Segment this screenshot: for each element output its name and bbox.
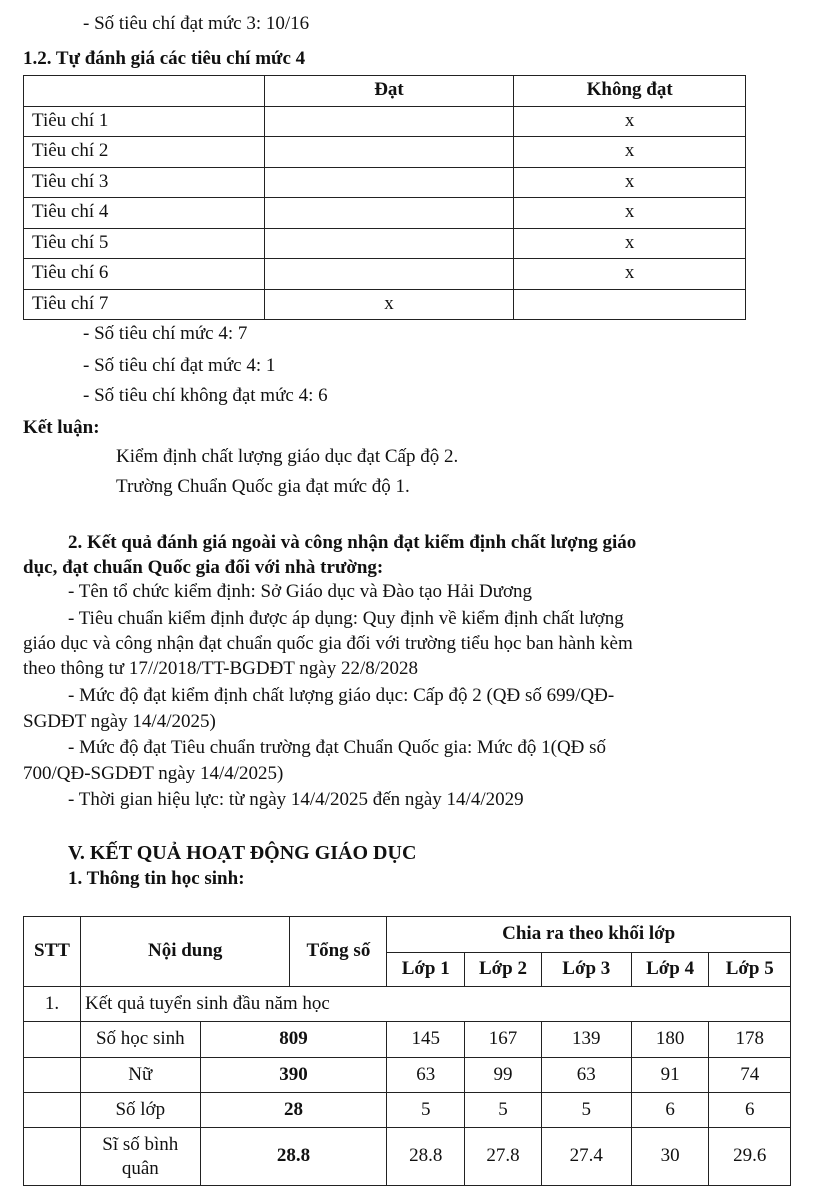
table-row — [24, 259, 746, 290]
criterion-dat — [264, 259, 514, 290]
criterion-dat — [264, 167, 514, 198]
criterion-name: Tiêu chí 5 — [24, 228, 265, 259]
table-row — [24, 1128, 791, 1186]
criterion-khong-dat: x — [514, 259, 746, 290]
criterion-khong-dat — [514, 289, 746, 320]
row-stt — [24, 1058, 81, 1093]
row-lop-3: 63 — [541, 1058, 631, 1093]
table-row — [24, 1093, 791, 1128]
table-row — [24, 106, 746, 137]
muc-do-kiem-dinh-line-1: - Mức độ đạt kiểm định chất lượng giáo dục: Cấp độ 2 (QĐ số 699/QĐ- — [68, 685, 615, 706]
row-total: 390 — [200, 1058, 387, 1093]
criterion-dat — [264, 228, 514, 259]
to-chuc-kiem-dinh: - Tên tổ chức kiểm định: Sở Giáo dục và Đào tạo Hải Dương — [68, 581, 533, 602]
header-lop-4: Lớp 4 — [631, 953, 709, 987]
section-2-title-line-1: 2. Kết quả đánh giá ngoài và công nhận đạt kiểm định chất lượng giáo — [68, 532, 637, 553]
criterion-name: Tiêu chí 7 — [24, 289, 265, 320]
row-lop-4: 30 — [631, 1128, 709, 1186]
row-lop-2: 167 — [465, 1022, 542, 1058]
tieu-chuan-line-1: - Tiêu chuẩn kiểm định được áp dụng: Quy định về kiểm định chất lượng — [68, 608, 624, 629]
table-row — [24, 198, 746, 229]
table-row — [24, 289, 746, 320]
header-tong-so: Tổng số — [290, 917, 387, 987]
row-label: Số lớp — [81, 1093, 201, 1128]
table-row — [24, 228, 746, 259]
header-chia-ra: Chia ra theo khối lớp — [387, 917, 791, 953]
criterion-name: Tiêu chí 4 — [24, 198, 265, 229]
criterion-khong-dat: x — [514, 228, 746, 259]
row-stt — [24, 1128, 81, 1186]
row-lop-3: 139 — [541, 1022, 631, 1058]
group-title: Kết quả tuyển sinh đầu năm học — [81, 987, 791, 1022]
row-lop-4: 91 — [631, 1058, 709, 1093]
table-header-row — [24, 76, 746, 107]
row-lop-1: 145 — [387, 1022, 465, 1058]
criterion-name: Tiêu chí 2 — [24, 137, 265, 168]
criteria-level4-table — [23, 75, 746, 320]
row-total: 809 — [200, 1022, 387, 1058]
table-row — [24, 987, 791, 1022]
row-lop-5: 29.6 — [709, 1128, 791, 1186]
row-lop-3: 27.4 — [541, 1128, 631, 1186]
group-stt: 1. — [24, 987, 81, 1022]
section-v1-title: 1. Thông tin học sinh: — [68, 868, 245, 889]
criterion-khong-dat: x — [514, 198, 746, 229]
table-header-row — [24, 917, 791, 953]
criterion-name: Tiêu chí 1 — [24, 106, 265, 137]
ket-luan-title: Kết luận: — [23, 417, 100, 438]
row-lop-4: 180 — [631, 1022, 709, 1058]
row-lop-1: 28.8 — [387, 1128, 465, 1186]
header-lop-5: Lớp 5 — [709, 953, 791, 987]
row-label: Sĩ số bình quân — [81, 1128, 201, 1186]
criterion-dat — [264, 106, 514, 137]
section-2-title-line-2: dục, đạt chuẩn Quốc gia đối với nhà trường: — [23, 557, 384, 578]
row-label: Số học sinh — [81, 1022, 201, 1058]
row-lop-3: 5 — [541, 1093, 631, 1128]
row-lop-2: 99 — [465, 1058, 542, 1093]
top-line: - Số tiêu chí đạt mức 3: 10/16 — [83, 13, 310, 34]
ket-luan-line-2: Trường Chuẩn Quốc gia đạt mức độ 1. — [116, 476, 410, 497]
table-row — [24, 137, 746, 168]
header-lop-2: Lớp 2 — [465, 953, 542, 987]
row-lop-5: 74 — [709, 1058, 791, 1093]
row-lop-4: 6 — [631, 1093, 709, 1128]
header-lop-3: Lớp 3 — [541, 953, 631, 987]
row-total: 28.8 — [200, 1128, 387, 1186]
criterion-dat — [264, 137, 514, 168]
student-info-table — [23, 916, 791, 1186]
header-stt: STT — [24, 917, 81, 987]
criterion-name: Tiêu chí 6 — [24, 259, 265, 290]
criterion-dat: x — [264, 289, 514, 320]
table-row — [24, 167, 746, 198]
muc-do-chuan-quoc-gia-line-1: - Mức độ đạt Tiêu chuẩn trường đạt Chuẩn Quốc gia: Mức độ 1(QĐ số — [68, 737, 607, 758]
tieu-chuan-line-3: theo thông tư 17//2018/TT-BGDĐT ngày 22/8/2028 — [23, 658, 419, 679]
criterion-khong-dat: x — [514, 167, 746, 198]
criterion-dat — [264, 198, 514, 229]
row-lop-5: 178 — [709, 1022, 791, 1058]
section-1-2-title: 1.2. Tự đánh giá các tiêu chí mức 4 — [23, 48, 306, 69]
ket-luan-line-1: Kiểm định chất lượng giáo dục đạt Cấp độ 2. — [116, 446, 459, 467]
criterion-khong-dat: x — [514, 106, 746, 137]
criterion-name: Tiêu chí 3 — [24, 167, 265, 198]
row-lop-1: 5 — [387, 1093, 465, 1128]
row-lop-5: 6 — [709, 1093, 791, 1128]
criterion-khong-dat: x — [514, 137, 746, 168]
row-stt — [24, 1022, 81, 1058]
table-row — [24, 1058, 791, 1093]
muc-do-kiem-dinh-line-2: SGDĐT ngày 14/4/2025) — [23, 711, 216, 732]
muc4-so-tieu-chi: - Số tiêu chí mức 4: 7 — [83, 323, 248, 344]
header-empty — [24, 76, 265, 107]
muc4-so-khong-dat: - Số tiêu chí không đạt mức 4: 6 — [83, 385, 328, 406]
muc4-so-dat: - Số tiêu chí đạt mức 4: 1 — [83, 355, 276, 376]
header-dat: Đạt — [264, 76, 514, 107]
table-row — [24, 1022, 791, 1058]
row-stt — [24, 1093, 81, 1128]
row-total: 28 — [200, 1093, 387, 1128]
header-noi-dung: Nội dung — [81, 917, 290, 987]
row-label: Nữ — [81, 1058, 201, 1093]
tieu-chuan-line-2: giáo dục và công nhận đạt chuẩn quốc gia đối với trường tiểu học ban hành kèm — [23, 633, 633, 654]
row-lop-1: 63 — [387, 1058, 465, 1093]
thoi-gian-hieu-luc: - Thời gian hiệu lực: từ ngày 14/4/2025 đến ngày 14/4/2029 — [68, 789, 524, 810]
muc-do-chuan-quoc-gia-line-2: 700/QĐ-SGDĐT ngày 14/4/2025) — [23, 763, 284, 784]
header-lop-1: Lớp 1 — [387, 953, 465, 987]
section-v-title: V. KẾT QUẢ HOẠT ĐỘNG GIÁO DỤC — [68, 842, 417, 864]
row-lop-2: 5 — [465, 1093, 542, 1128]
row-lop-2: 27.8 — [465, 1128, 542, 1186]
header-khong-dat: Không đạt — [514, 76, 746, 107]
